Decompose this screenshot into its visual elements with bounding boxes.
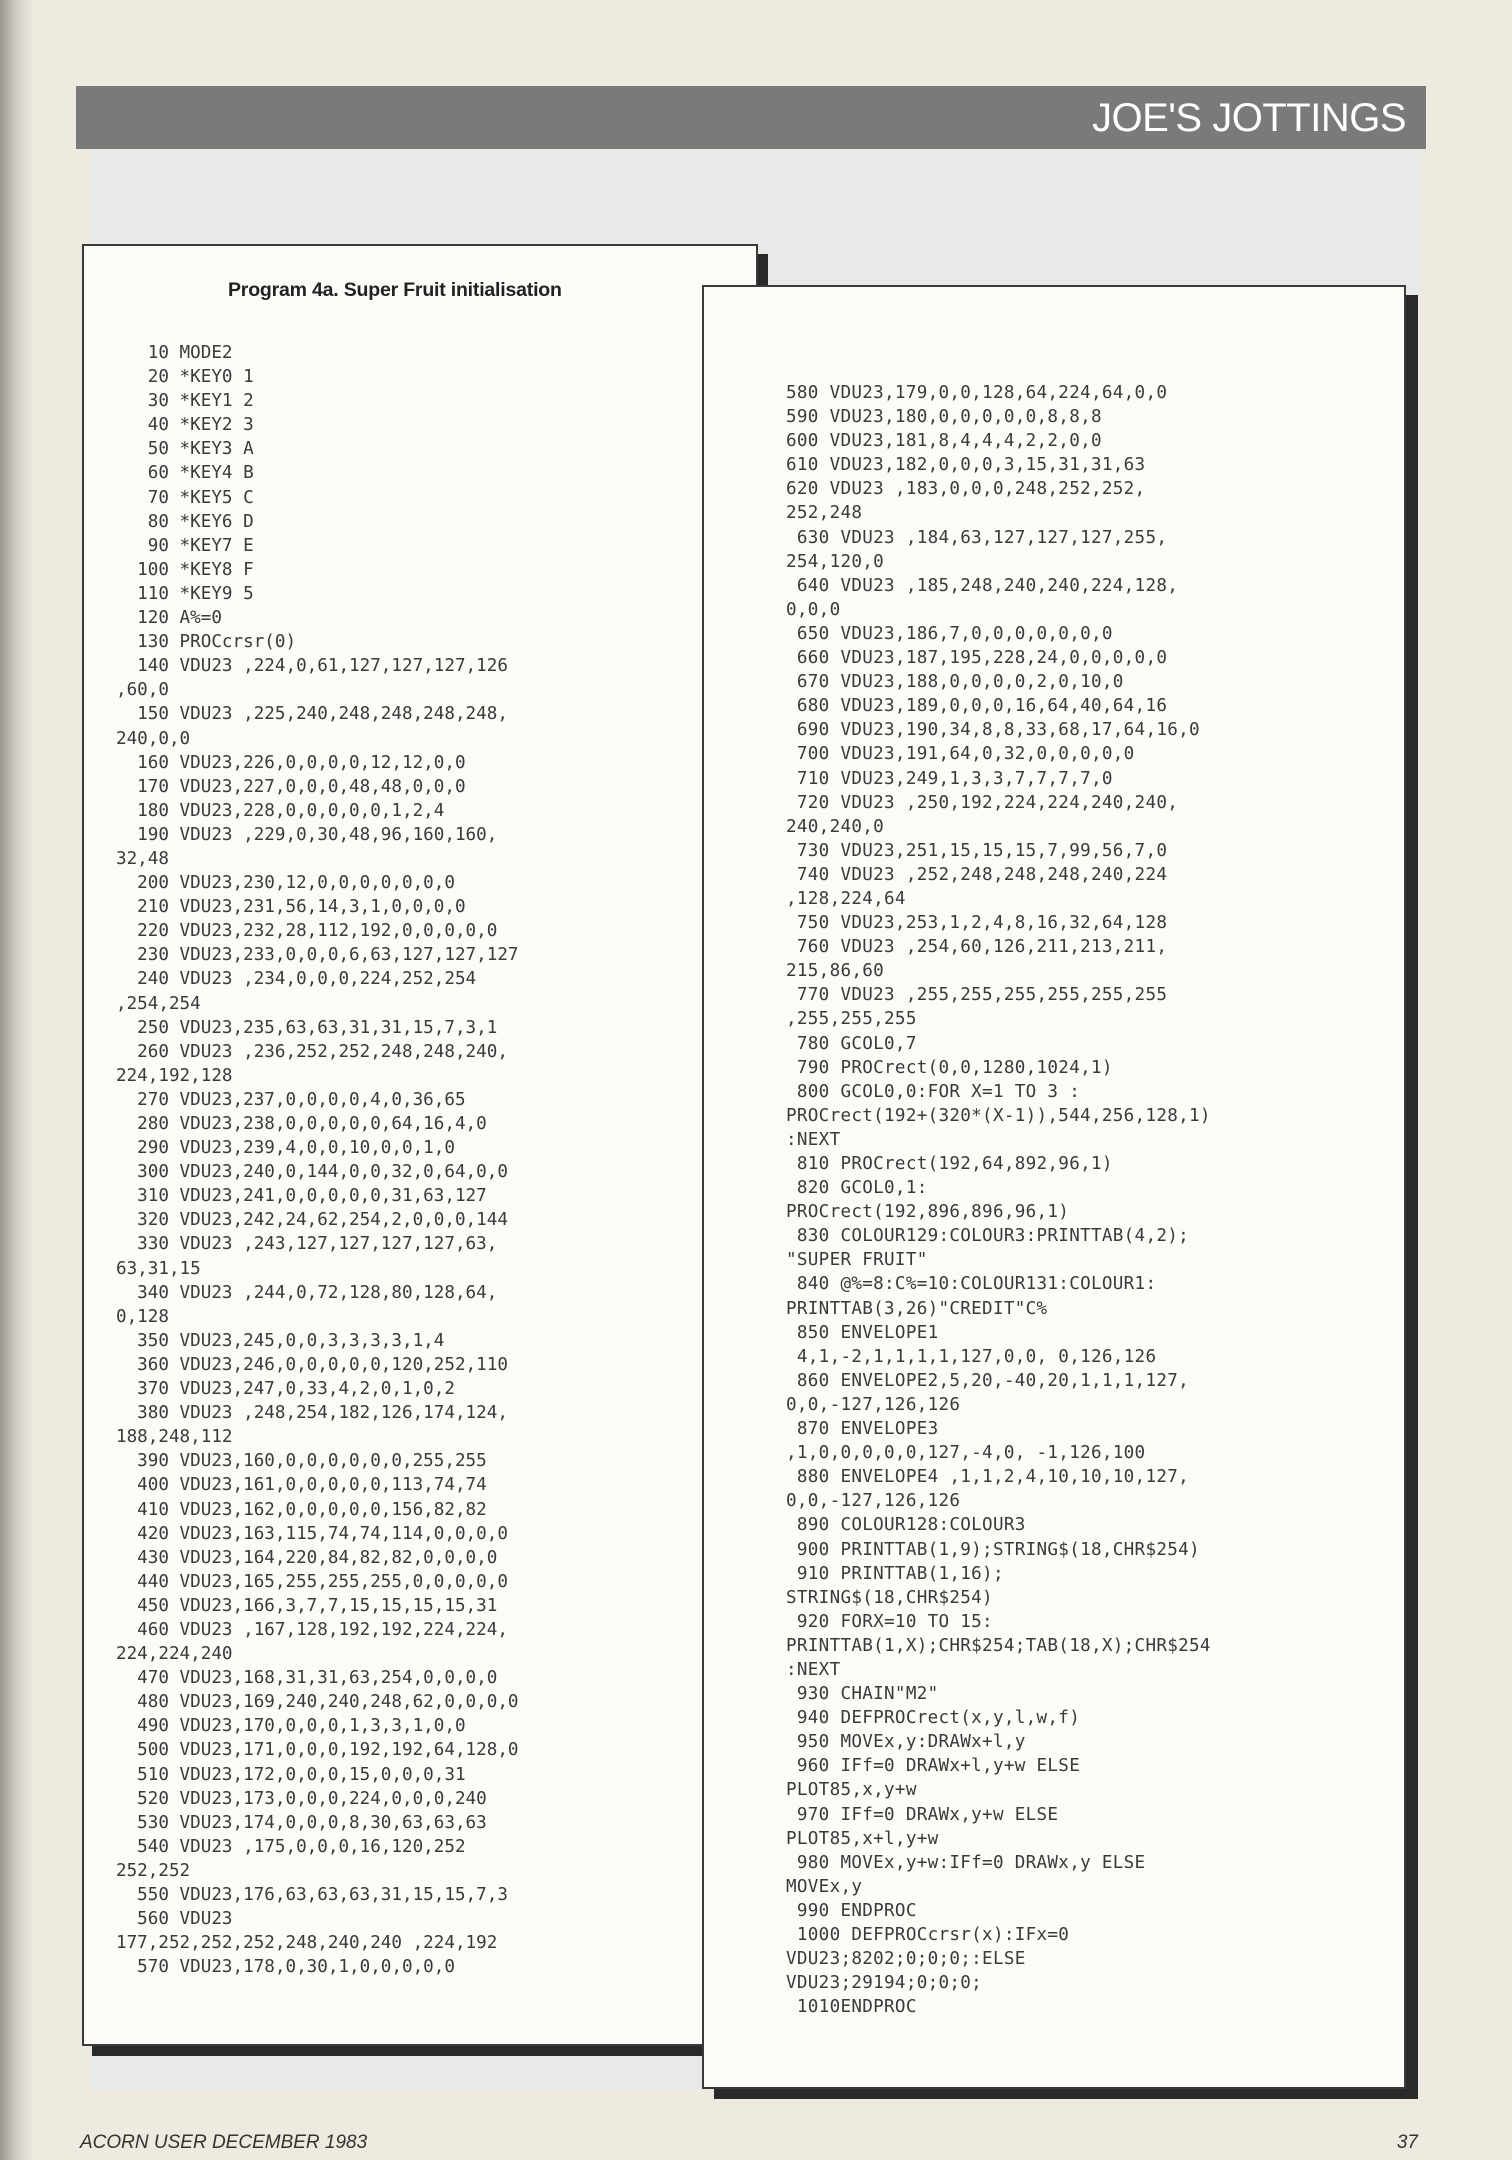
code-line: ,255,255,255 bbox=[786, 1009, 917, 1030]
code-line: 500 VDU23,171,0,0,0,192,192,64,128,0 bbox=[116, 1740, 519, 1761]
code-line: 530 VDU23,174,0,0,0,8,30,63,63,63 bbox=[116, 1812, 487, 1833]
code-line: PLOT85,x+l,y+w bbox=[786, 1828, 939, 1849]
code-line: 370 VDU23,247,0,33,4,2,0,1,0,2 bbox=[116, 1379, 455, 1400]
code-line: 230 VDU23,233,0,0,0,6,63,127,127,127 bbox=[116, 945, 519, 966]
code-line: 590 VDU23,180,0,0,0,0,0,8,8,8 bbox=[786, 407, 1102, 428]
code-line: 480 VDU23,169,240,240,248,62,0,0,0,0 bbox=[116, 1692, 519, 1713]
code-line: 190 VDU23 ,229,0,30,48,96,160,160, bbox=[116, 824, 498, 845]
code-line: 240 VDU23 ,234,0,0,0,224,252,254 bbox=[116, 969, 477, 990]
code-line: 630 VDU23 ,184,63,127,127,127,255, bbox=[786, 527, 1168, 548]
code-line: 252,248 bbox=[786, 503, 863, 524]
code-line: 540 VDU23 ,175,0,0,0,16,120,252 bbox=[116, 1836, 466, 1857]
code-line: 440 VDU23,165,255,255,255,0,0,0,0,0 bbox=[116, 1571, 508, 1592]
code-line: ,60,0 bbox=[116, 680, 169, 701]
code-line: 600 VDU23,181,8,4,4,4,2,2,0,0 bbox=[786, 431, 1102, 452]
code-line: 920 FORX=10 TO 15: bbox=[786, 1611, 993, 1632]
section-header-band bbox=[76, 86, 1426, 149]
code-line: 70 *KEY5 C bbox=[116, 487, 254, 508]
code-line: "SUPER FRUIT" bbox=[786, 1250, 928, 1271]
code-line: 840 @%=8:C%=10:COLOUR131:COLOUR1: bbox=[786, 1274, 1157, 1295]
code-line: 680 VDU23,189,0,0,0,16,64,40,64,16 bbox=[786, 696, 1168, 717]
code-line: PLOT85,x,y+w bbox=[786, 1780, 917, 1801]
code-line: 610 VDU23,182,0,0,0,3,15,31,31,63 bbox=[786, 455, 1146, 476]
footer-publication: ACORN USER DECEMBER 1983 bbox=[80, 2132, 368, 2153]
code-line: PRINTTAB(3,26)"CREDIT"C% bbox=[786, 1298, 1048, 1319]
code-listing-left bbox=[116, 341, 519, 1979]
code-line: 252,252 bbox=[116, 1860, 191, 1881]
code-line: 160 VDU23,226,0,0,0,0,12,12,0,0 bbox=[116, 752, 466, 773]
code-line: 20 *KEY0 1 bbox=[116, 367, 254, 388]
code-line: 110 *KEY9 5 bbox=[116, 583, 254, 604]
code-line: 320 VDU23,242,24,62,254,2,0,0,0,144 bbox=[116, 1210, 508, 1231]
code-line: 0,0,-127,126,126 bbox=[786, 1491, 961, 1512]
code-line: 900 PRINTTAB(1,9);STRING$(18,CHR$254) bbox=[786, 1539, 1200, 1560]
code-line: 200 VDU23,230,12,0,0,0,0,0,0,0 bbox=[116, 873, 455, 894]
code-line: 240,0,0 bbox=[116, 728, 191, 749]
code-line: 10 MODE2 bbox=[116, 343, 233, 363]
code-line: 860 ENVELOPE2,5,20,-40,20,1,1,1,127, bbox=[786, 1370, 1190, 1391]
listing-panel-left bbox=[82, 244, 758, 2046]
code-line: 100 *KEY8 F bbox=[116, 559, 254, 580]
code-line: 310 VDU23,241,0,0,0,0,0,31,63,127 bbox=[116, 1186, 487, 1207]
program-caption: Program 4a. Super Fruit initialisation bbox=[228, 279, 562, 301]
footer-page-number: 37 bbox=[1396, 2132, 1418, 2153]
code-line: 1000 DEFPROCcrsr(x):IFx=0 bbox=[786, 1925, 1070, 1945]
code-line: 224,192,128 bbox=[116, 1065, 233, 1086]
code-line: 930 CHAIN"M2" bbox=[786, 1684, 939, 1705]
code-line: 980 MOVEx,y+w:IFf=0 DRAWx,y ELSE bbox=[786, 1852, 1146, 1873]
code-line: 910 PRINTTAB(1,16); bbox=[786, 1563, 1004, 1584]
code-line: 750 VDU23,253,1,2,4,8,16,32,64,128 bbox=[786, 913, 1168, 934]
code-line: 990 ENDPROC bbox=[786, 1900, 917, 1921]
code-line: 490 VDU23,170,0,0,0,1,3,3,1,0,0 bbox=[116, 1716, 466, 1737]
code-line: PROCrect(192,896,896,96,1) bbox=[786, 1202, 1070, 1223]
code-line: 150 VDU23 ,225,240,248,248,248,248, bbox=[116, 704, 508, 725]
listing-panel-right bbox=[702, 285, 1406, 2089]
code-line: 390 VDU23,160,0,0,0,0,0,0,255,255 bbox=[116, 1451, 487, 1472]
code-line: 300 VDU23,240,0,144,0,0,32,0,64,0,0 bbox=[116, 1162, 508, 1183]
code-line: 0,0,-127,126,126 bbox=[786, 1394, 961, 1415]
code-line: 360 VDU23,246,0,0,0,0,0,120,252,110 bbox=[116, 1354, 508, 1375]
code-line: PROCrect(192+(320*(X-1)),544,256,128,1) bbox=[786, 1105, 1211, 1126]
section-title: JOE'S JOTTINGS bbox=[1092, 96, 1406, 140]
code-line: 460 VDU23 ,167,128,192,192,224,224, bbox=[116, 1619, 508, 1640]
code-line: 60 *KEY4 B bbox=[116, 463, 254, 484]
code-line: 420 VDU23,163,115,74,74,114,0,0,0,0 bbox=[116, 1523, 508, 1544]
code-line: 850 ENVELOPE1 bbox=[786, 1322, 939, 1343]
code-line: 470 VDU23,168,31,31,63,254,0,0,0,0 bbox=[116, 1668, 498, 1689]
code-line: 180 VDU23,228,0,0,0,0,0,1,2,4 bbox=[116, 800, 445, 821]
code-line: 770 VDU23 ,255,255,255,255,255,255 bbox=[786, 985, 1168, 1006]
code-line: 970 IFf=0 DRAWx,y+w ELSE bbox=[786, 1804, 1059, 1825]
code-line: ,254,254 bbox=[116, 993, 201, 1014]
code-line: 330 VDU23 ,243,127,127,127,127,63, bbox=[116, 1234, 498, 1255]
code-line: 740 VDU23 ,252,248,248,248,240,224 bbox=[786, 864, 1168, 885]
code-line: 880 ENVELOPE4 ,1,1,2,4,10,10,10,127, bbox=[786, 1467, 1190, 1488]
code-line: 340 VDU23 ,244,0,72,128,80,128,64, bbox=[116, 1282, 498, 1303]
code-line: 820 GCOL0,1: bbox=[786, 1178, 928, 1199]
code-line: 870 ENVELOPE3 bbox=[786, 1419, 939, 1440]
code-line: 640 VDU23 ,185,248,240,240,224,128, bbox=[786, 575, 1179, 596]
code-line: 250 VDU23,235,63,63,31,31,15,7,3,1 bbox=[116, 1017, 498, 1038]
code-line: 380 VDU23 ,248,254,182,126,174,124, bbox=[116, 1403, 508, 1424]
code-line: 400 VDU23,161,0,0,0,0,0,113,74,74 bbox=[116, 1475, 487, 1496]
code-line: 670 VDU23,188,0,0,0,0,2,0,10,0 bbox=[786, 672, 1124, 693]
code-line: 120 A%=0 bbox=[116, 608, 222, 629]
code-line: 520 VDU23,173,0,0,0,224,0,0,0,240 bbox=[116, 1788, 487, 1809]
code-line: 170 VDU23,227,0,0,0,48,48,0,0,0 bbox=[116, 776, 466, 797]
code-line: 760 VDU23 ,254,60,126,211,213,211, bbox=[786, 937, 1168, 958]
code-line: 280 VDU23,238,0,0,0,0,0,64,16,4,0 bbox=[116, 1114, 487, 1134]
code-line: ,1,0,0,0,0,0,127,-4,0, -1,126,100 bbox=[786, 1443, 1146, 1464]
code-line: 1010ENDPROC bbox=[786, 1997, 917, 2018]
code-line: ,128,224,64 bbox=[786, 888, 906, 909]
code-line: STRING$(18,CHR$254) bbox=[786, 1587, 993, 1608]
code-line: 90 *KEY7 E bbox=[116, 535, 254, 556]
code-line: MOVEx,y bbox=[786, 1876, 863, 1897]
code-line: :NEXT bbox=[786, 1659, 841, 1680]
code-line: 620 VDU23 ,183,0,0,0,248,252,252, bbox=[786, 479, 1146, 500]
code-line: 800 GCOL0,0:FOR X=1 TO 3 : bbox=[786, 1081, 1081, 1102]
code-line: 30 *KEY1 2 bbox=[116, 391, 254, 412]
code-line: VDU23;8202;0;0;0;:ELSE bbox=[786, 1949, 1026, 1970]
code-line: 580 VDU23,179,0,0,128,64,224,64,0,0 bbox=[786, 383, 1168, 403]
code-line: 63,31,15 bbox=[116, 1258, 201, 1279]
code-line: 177,252,252,252,248,240,240 ,224,192 bbox=[116, 1933, 498, 1954]
code-line: 720 VDU23 ,250,192,224,224,240,240, bbox=[786, 792, 1179, 813]
code-line: 290 VDU23,239,4,0,0,10,0,0,1,0 bbox=[116, 1138, 455, 1159]
code-line: :NEXT bbox=[786, 1129, 841, 1150]
code-line: 830 COLOUR129:COLOUR3:PRINTTAB(4,2); bbox=[786, 1226, 1190, 1247]
code-line: 130 PROCcrsr(0) bbox=[116, 632, 297, 653]
code-line: PRINTTAB(1,X);CHR$254;TAB(18,X);CHR$254 bbox=[786, 1635, 1211, 1656]
binding-shadow bbox=[0, 0, 34, 2160]
code-line: 450 VDU23,166,3,7,7,15,15,15,15,31 bbox=[116, 1595, 498, 1616]
code-line: 215,86,60 bbox=[786, 961, 885, 982]
code-line: 0,0,0 bbox=[786, 599, 841, 620]
code-line: 710 VDU23,249,1,3,3,7,7,7,7,0 bbox=[786, 768, 1113, 789]
code-line: 890 COLOUR128:COLOUR3 bbox=[786, 1515, 1026, 1536]
code-line: 40 *KEY2 3 bbox=[116, 415, 254, 436]
code-line: 730 VDU23,251,15,15,15,7,99,56,7,0 bbox=[786, 840, 1168, 861]
code-line: 700 VDU23,191,64,0,32,0,0,0,0,0 bbox=[786, 744, 1135, 765]
code-line: 260 VDU23 ,236,252,252,248,248,240, bbox=[116, 1041, 508, 1062]
code-line: 950 MOVEx,y:DRAWx+l,y bbox=[786, 1732, 1026, 1753]
code-line: 4,1,-2,1,1,1,1,127,0,0, 0,126,126 bbox=[786, 1346, 1157, 1367]
code-line: 960 IFf=0 DRAWx+l,y+w ELSE bbox=[786, 1756, 1081, 1777]
code-line: 650 VDU23,186,7,0,0,0,0,0,0,0 bbox=[786, 623, 1113, 644]
code-line: 50 *KEY3 A bbox=[116, 439, 254, 460]
code-line: 780 GCOL0,7 bbox=[786, 1033, 917, 1054]
code-line: 350 VDU23,245,0,0,3,3,3,3,1,4 bbox=[116, 1330, 445, 1351]
code-line: VDU23;29194;0;0;0; bbox=[786, 1973, 983, 1994]
code-line: 810 PROCrect(192,64,892,96,1) bbox=[786, 1154, 1113, 1174]
code-line: 940 DEFPROCrect(x,y,l,w,f) bbox=[786, 1708, 1081, 1729]
code-line: 790 PROCrect(0,0,1280,1024,1) bbox=[786, 1057, 1113, 1078]
code-line: 220 VDU23,232,28,112,192,0,0,0,0,0 bbox=[116, 921, 498, 942]
code-line: 510 VDU23,172,0,0,0,15,0,0,0,31 bbox=[116, 1764, 466, 1785]
code-line: 210 VDU23,231,56,14,3,1,0,0,0,0 bbox=[116, 897, 466, 918]
code-line: 0,128 bbox=[116, 1306, 169, 1327]
code-line: 550 VDU23,176,63,63,63,31,15,15,7,3 bbox=[116, 1885, 508, 1905]
code-line: 140 VDU23 ,224,0,61,127,127,127,126 bbox=[116, 656, 508, 677]
code-line: 224,224,240 bbox=[116, 1644, 233, 1665]
code-line: 560 VDU23 bbox=[116, 1909, 233, 1930]
code-line: 430 VDU23,164,220,84,82,82,0,0,0,0 bbox=[116, 1547, 498, 1568]
code-line: 270 VDU23,237,0,0,0,0,4,0,36,65 bbox=[116, 1089, 466, 1110]
code-line: 32,48 bbox=[116, 848, 169, 869]
code-line: 240,240,0 bbox=[786, 816, 885, 837]
code-line: 188,248,112 bbox=[116, 1427, 233, 1448]
code-line: 690 VDU23,190,34,8,8,33,68,17,64,16,0 bbox=[786, 720, 1200, 741]
code-listing-right bbox=[786, 381, 1211, 2019]
code-line: 80 *KEY6 D bbox=[116, 511, 254, 532]
code-line: 410 VDU23,162,0,0,0,0,0,156,82,82 bbox=[116, 1499, 487, 1520]
code-line: 254,120,0 bbox=[786, 551, 885, 572]
code-line: 570 VDU23,178,0,30,1,0,0,0,0,0 bbox=[116, 1957, 455, 1978]
code-line: 660 VDU23,187,195,228,24,0,0,0,0,0 bbox=[786, 648, 1168, 669]
